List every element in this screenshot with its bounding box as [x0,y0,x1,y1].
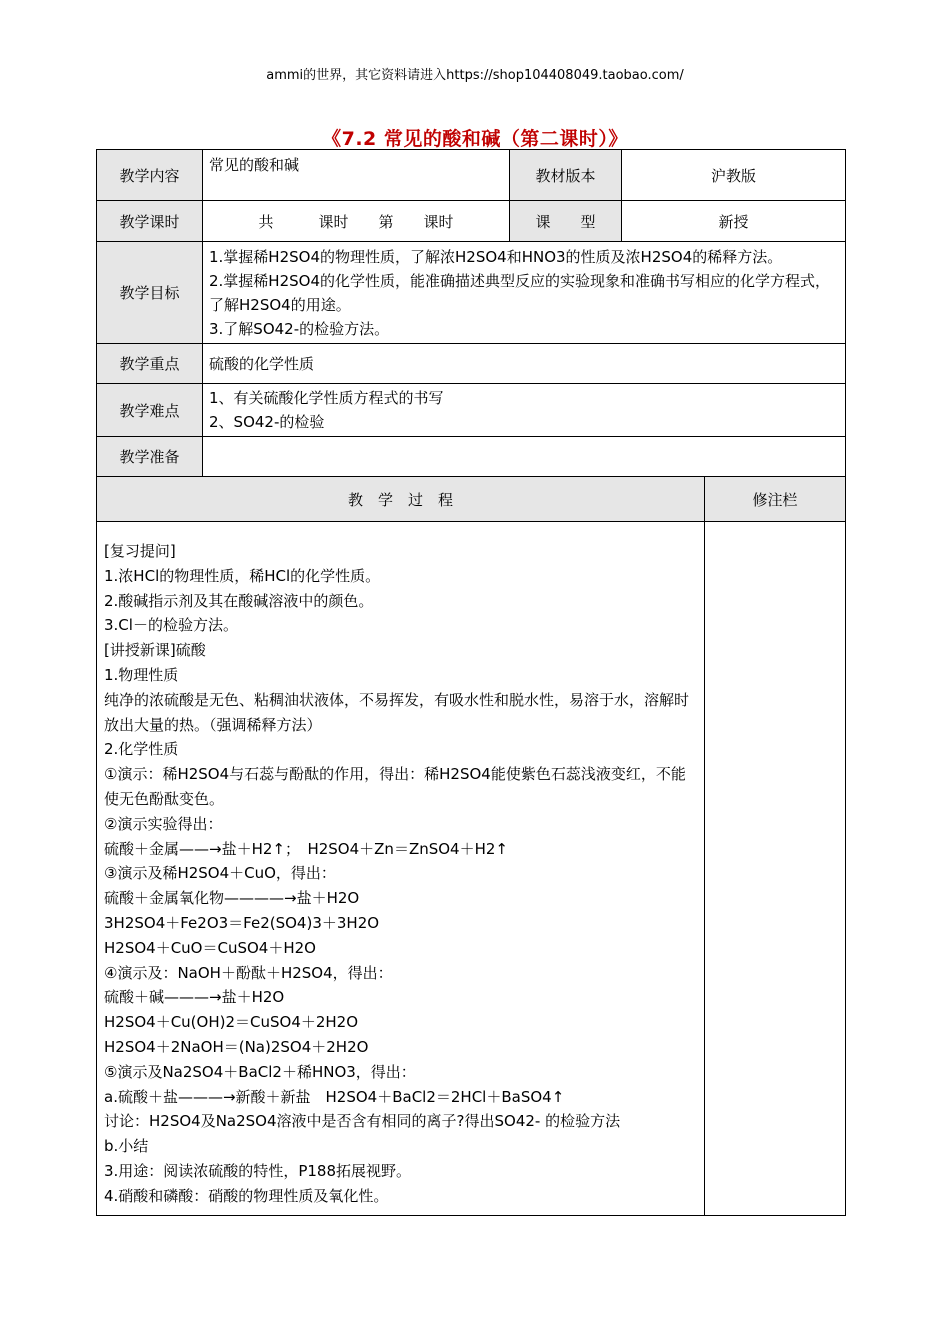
process-line: 2.化学性质 [104,740,179,759]
process-line: 硫酸＋金属氧化物————→盐＋H2O [104,889,360,908]
process-line: 2.酸碱指示剂及其在酸碱溶液中的颜色。 [104,591,374,610]
goal-item: 3.了解SO42-的检验方法。 [209,319,390,338]
process-line: 讨论：H2SO4及Na2SO4溶液中是否含有相同的离子?得出SO42- 的检验方法 [104,1112,621,1131]
goal-label: 教学目标 [97,242,203,344]
process-line: 1.浓HCl的物理性质，稀HCl的化学性质。 [104,566,381,585]
type-label: 课 型 [510,201,622,242]
process-line: b.小结 [104,1137,149,1156]
key-label: 教学重点 [97,344,203,384]
process-line: H2SO4＋CuO＝CuSO4＋H2O [104,938,316,957]
period-value: 共 课时 第 课时 [203,201,510,242]
process-content [97,522,705,1216]
process-line: H2SO4＋Cu(OH)2＝CuSO4＋2H2O [104,1013,359,1032]
type-value: 新授 [622,201,846,242]
process-line: ③演示及稀H2SO4＋CuO，得出： [104,864,336,883]
process-line: ①演示：稀H2SO4与石蕊与酚酞的作用，得出：稀H2SO4能使紫色石蕊浅液变红，不能使无色酚酞变色。 [104,765,686,808]
notes-heading: 修注栏 [705,477,846,522]
notes-column [705,522,846,1216]
teaching-process-table [96,476,846,1216]
process-line: 3.Cl－的检验方法。 [104,616,238,635]
process-line: a.硫酸＋盐———→新酸＋新盐 H2SO4＋BaCl2＝2HCl＋BaSO4↑ [104,1087,565,1106]
difficulty-label: 教学难点 [97,384,203,437]
process-line: 硫酸＋金属——→盐＋H2↑； H2SO4＋Zn＝ZnSO4＋H2↑ [104,839,508,858]
edition-label: 教材版本 [510,150,622,201]
period-label: 教学课时 [97,201,203,242]
process-line: ④演示及：NaOH＋酚酞＋H2SO4，得出： [104,963,393,982]
process-line: 硫酸＋碱———→盐＋H2O [104,988,285,1007]
content-label: 教学内容 [97,150,203,201]
process-heading: 教 学 过 程 [97,477,705,522]
goal-item: 2.掌握稀H2SO4的化学性质，能准确描述典型反应的实验现象和准确书写相应的化学方程式，了解H2SO4的用途。 [209,271,831,314]
process-line: H2SO4＋2NaOH＝(Na)2SO4＋2H2O [104,1037,369,1056]
lesson-info-table [96,149,846,477]
content-value: 常见的酸和碱 [203,150,510,201]
prep-label: 教学准备 [97,437,203,477]
document-title: 《7.2 常见的酸和碱（第二课时）》 [322,128,628,150]
process-line: 4.硝酸和磷酸：硝酸的物理性质及氧化性。 [104,1186,389,1205]
goal-item: 1.掌握稀H2SO4的物理性质，了解浓H2SO4和HNO3的性质及浓H2SO4的稀释方法。 [209,247,783,266]
process-line: [复习提问] [104,542,176,560]
process-line: 3.用途：阅读浓硫酸的特性，P188拓展视野。 [104,1161,411,1180]
difficulty-list [203,384,846,437]
process-line: 纯净的浓硫酸是无色、粘稠油状液体，不易挥发，有吸水性和脱水性，易溶于水，溶解时放出大量的热。（强调稀释方法） [104,690,690,734]
edition-value: 沪教版 [622,150,846,201]
process-line: 3H2SO4＋Fe2O3＝Fe2(SO4)3＋3H2O [104,913,380,932]
page-header: ammi的世界，其它资料请进入https://shop104408049.taobao.com/ [266,68,684,83]
process-line: ⑤演示及Na2SO4＋BaCl2＋稀HNO3，得出： [104,1062,416,1081]
process-line: [讲授新课]硫酸 [104,641,206,660]
goal-list [203,242,846,344]
process-line: ②演示实验得出： [104,814,223,833]
process-line: 1.物理性质 [104,665,179,684]
difficulty-item: 1、有关硫酸化学性质方程式的书写 [209,389,444,407]
difficulty-item: 2、SO42-的检验 [209,413,325,431]
key-value: 硫酸的化学性质 [203,344,846,384]
prep-value [203,437,846,477]
